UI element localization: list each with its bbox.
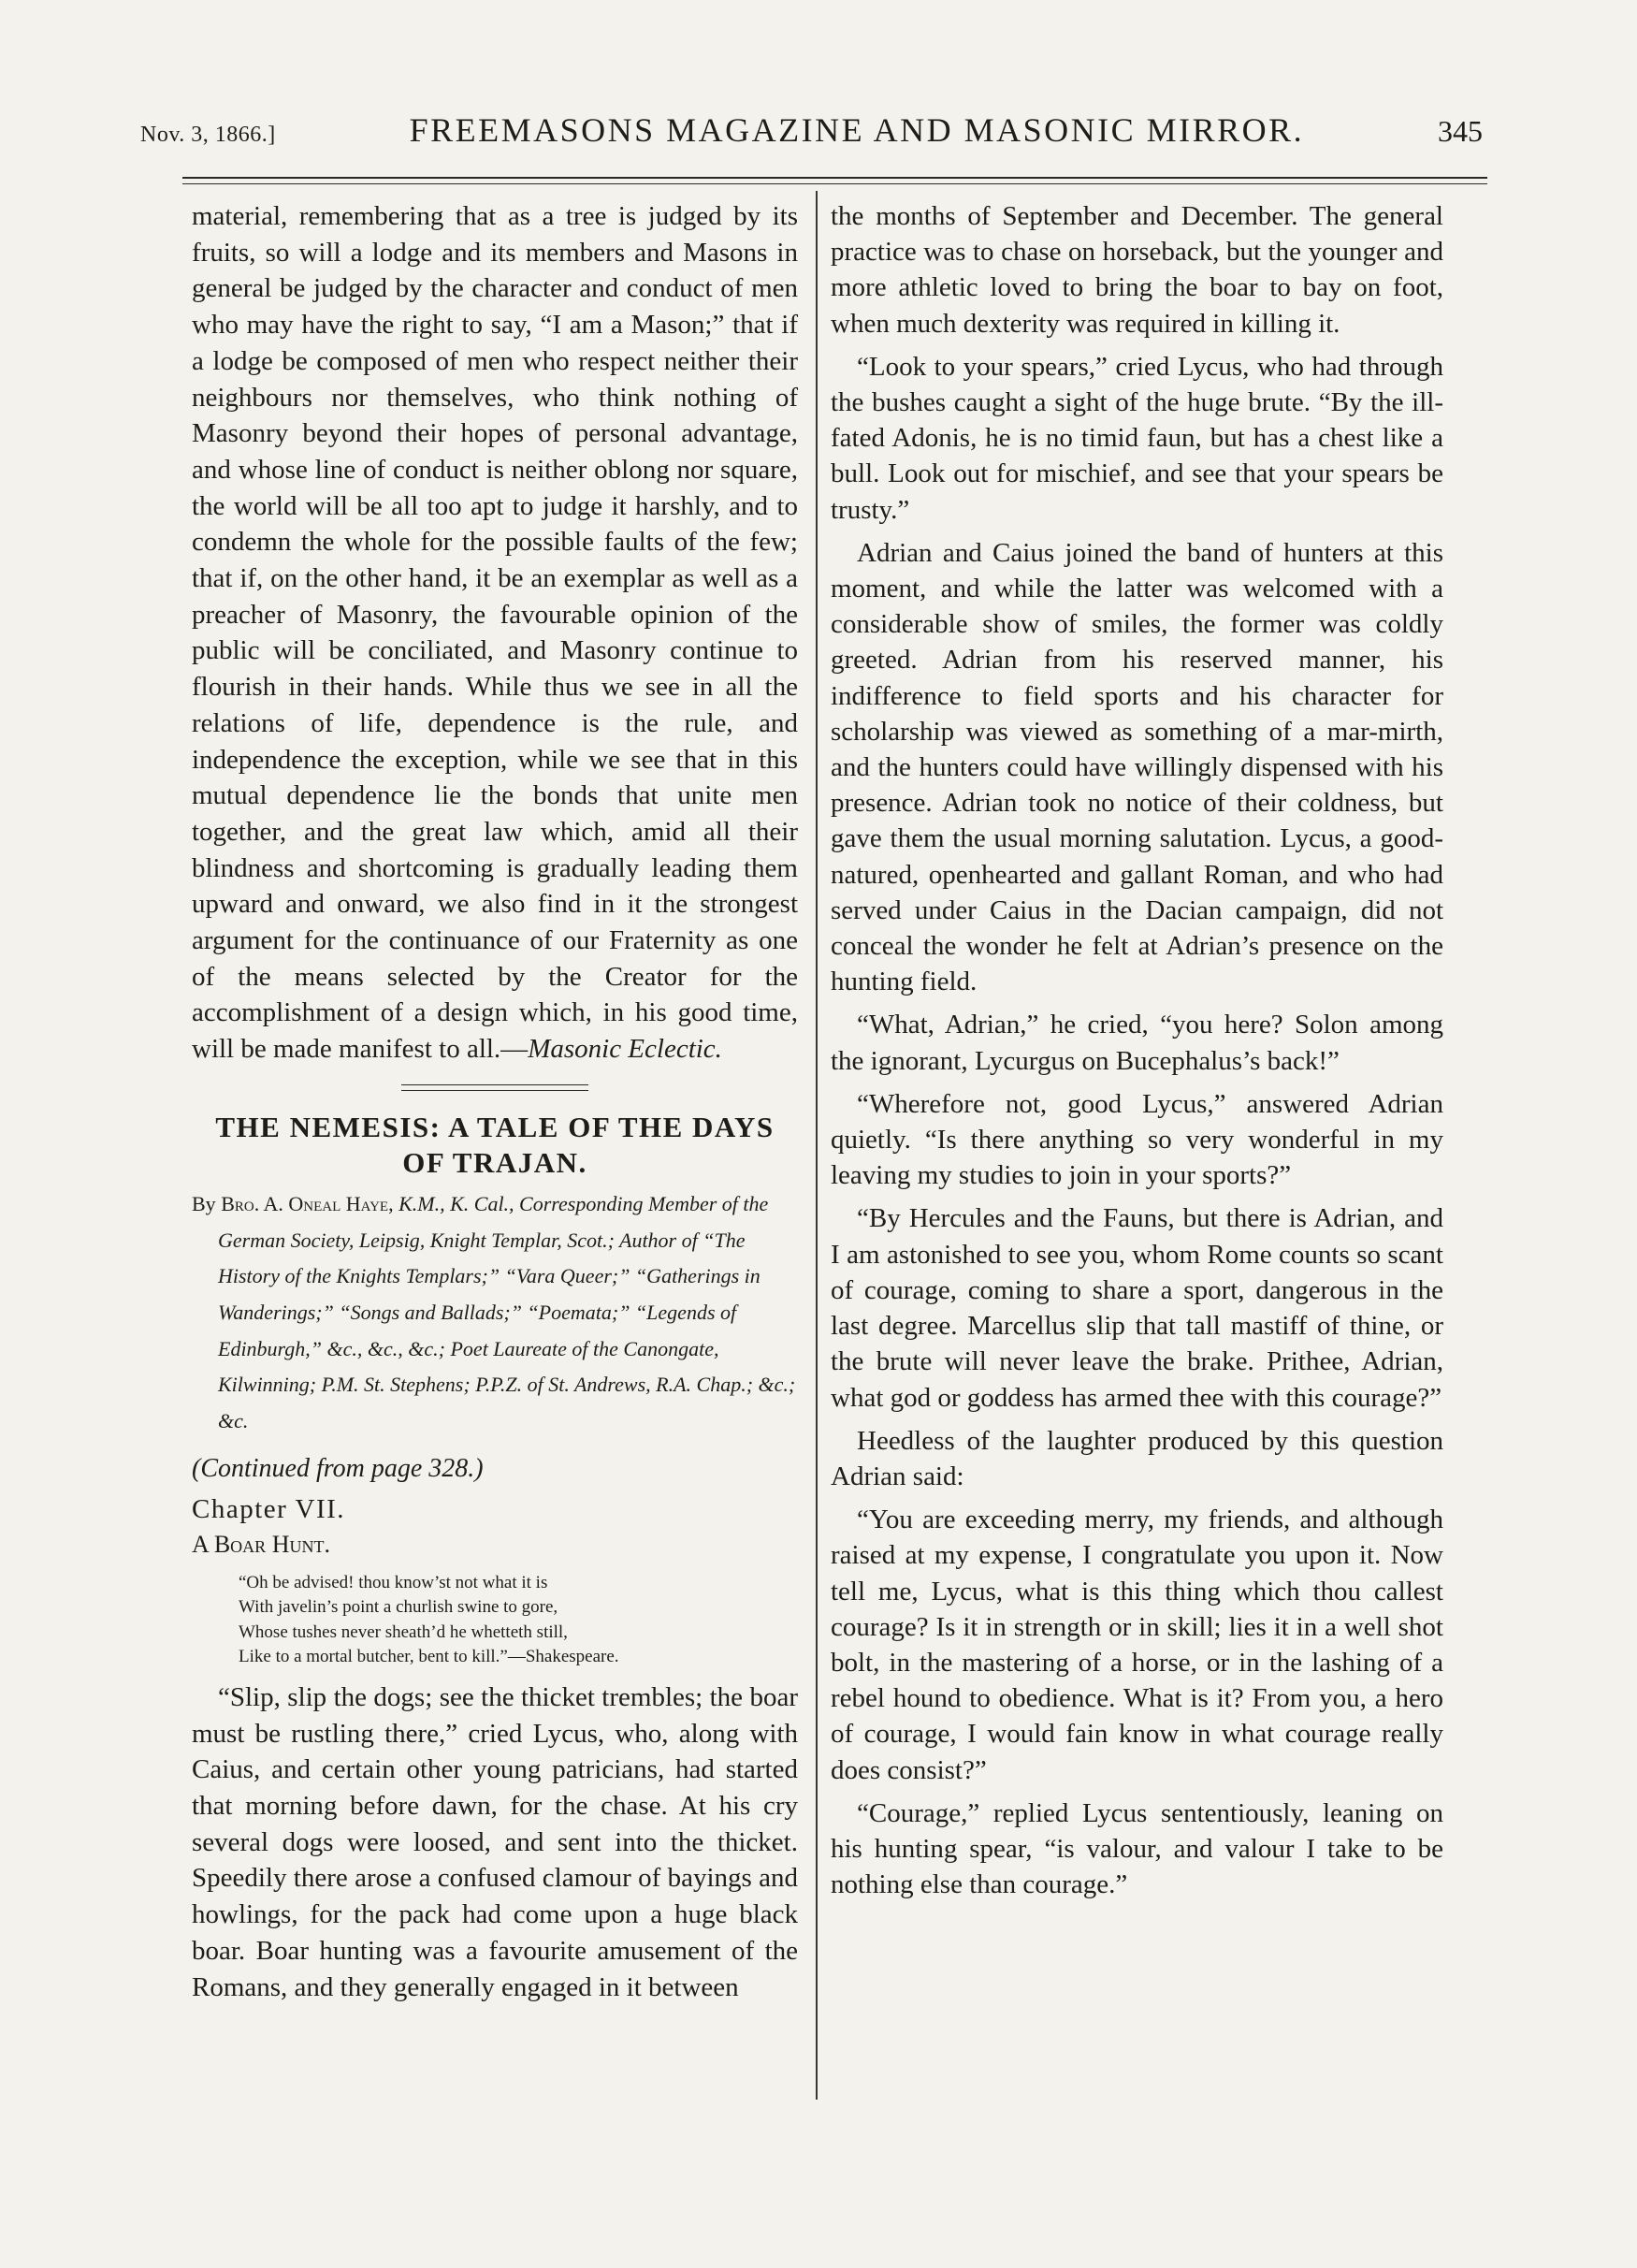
article-attribution: Masonic Eclectic. (528, 1034, 722, 1065)
story-paragraph: Adrian and Caius joined the band of hunters at this moment, and while the latter was welcomed with a considerable show of smiles, the former was coldly greeted. Adrian from his reserved manner, his indifference to field sports and his character for scholarship was viewed as something of a mar-mirth, and the hunters could have willingly dispensed with his presence. Adrian took no notice of their coldness, but gave them the usual morning salutation. Lycus, a good-natured, openhearted and gallant Roman, and who had served under Caius in the Dacian campaign, did not conceal the wonder he felt at Adrian’s presence on the hunting field. (831, 537, 1443, 997)
story-paragraph: “You are exceeding merry, my friends, and although raised at my expense, I congratulate you upon it. Now tell me, Lycus, what is this thing which thou callest courage? Is it in strength or in skill; lies it in a well shot bolt, in the mastering of a horse, or in the lashing of a rebel hound to obedience. What is it? From you, a hero of courage, I would fain know in what courage really does consist?” (831, 1505, 1443, 1785)
running-head (140, 110, 1483, 167)
continued-from: (Continued from page 328.) (192, 1453, 484, 1483)
story-paragraph: “Slip, slip the dogs; see the thicket trembles; the boar must be rustling there,” cried Lycus, who, along with Caius, and certain other young patricians, had started that morning before dawn, for the chase. At his cry several dogs were loosed, and sent into the thicket. Speedily there arose a confused clamour of bayings and howlings, for the pack had come upon a huge black boar. Boar hunting was a favourite amusement of the Romans, and they generally engaged in it between (192, 1681, 798, 2002)
page-number: 345 (1438, 114, 1483, 148)
story-paragraph: “What, Adrian,” he cried, “you here? Solon among the ignorant, Lycurgus on Bucephalus’s back!” (831, 1010, 1443, 1076)
article-continuation (192, 198, 798, 1068)
story-paragraph: “By Hercules and the Fauns, but there is Adrian, and I am astonished to see you, whom Rome counts so scant of courage, coming to share a sport, dangerous in the last degree. Marcellus slip that tall mastiff of thine, or the brute will never leave the brake. Prithee, Adrian, what god or goddess has armed thee with this courage?” (831, 1203, 1443, 1413)
epigraph-line: “Oh be advised! thou know’st not what it is (239, 1572, 548, 1592)
story-paragraph: “Look to your spears,” cried Lycus, who had through the bushes caught a sight of the huge brute. “By the ill-fated Adonis, he is no timid faun, but has a chest like a bull. Look out for mischief, and see that your spears be trusty.” (831, 351, 1443, 525)
column-divider (816, 191, 818, 2100)
issue-date: Nov. 3, 1866.] (140, 123, 276, 147)
epigraph-line: Like to a mortal butcher, bent to kill.”—Shakespeare. (239, 1647, 619, 1667)
header-rule (182, 177, 1487, 179)
left-column (192, 198, 798, 2013)
story-paragraph: “Wherefore not, good Lycus,” answered Adrian quietly. “Is there anything so very wonderful in my leaving my studies to join in your sports?” (831, 1088, 1443, 1191)
right-column (831, 198, 1443, 1910)
byline-prefix: By (192, 1191, 216, 1215)
epigraph-line: Whose tushes never sheath’d he whetteth still, (239, 1621, 568, 1642)
chapter-heading: Chapter VII. (192, 1493, 346, 1524)
author-name: Bro. A. Oneal Haye, (221, 1191, 394, 1215)
epigraph-line: With javelin’s point a churlish swine to gore, (239, 1597, 558, 1618)
chapter-subtitle: A Boar Hunt. (192, 1531, 330, 1559)
header-rule-thin (182, 183, 1487, 184)
story-paragraph: the months of September and December. The general practice was to chase on horseback, but the younger and more athletic loved to bring the boar to bay on foot, when much dexterity was required in killing it. (831, 201, 1443, 339)
author-credentials: K.M., K. Cal., Corresponding Member of the German Society, Leipsig, Knight Templar, Scot.; Author of “The History of the Knights Templars;” “Vara Queer;” “Gatherings in Wanderings;” “Songs and Ballads;” “Poemata;” “Legends of Edinburgh,” &c., &c., &c.; Poet Laureate of the Canongate, Kilwinning; P.M. St. Stephens; P.P.Z. of St. Andrews, R.A. Chap.; &c.; &c. (218, 1191, 796, 1433)
magazine-title: FREEMASONS MAGAZINE AND MASONIC MIRROR. (409, 111, 1305, 149)
tale-title: THE NEMESIS: A TALE OF THE DAYS OF TRAJAN. (215, 1110, 775, 1179)
continuation-text: material, remembering that as a tree is judged by its fruits, so will a lodge and its members and Masons in general be judged by the character and conduct of men who may have the right to say, “I am a Mason;” that if a lodge be composed of men who respect neither their neighbours nor themselves, who think nothing of Masonry beyond their hopes of personal advantage, and whose line of conduct is neither oblong nor square, the world will be all too apt to judge it harshly, and to condemn the whole for the possible faults of the few; that if, on the other hand, it be an exemplar as well as a preacher of Masonry, the favourable opinion of the public will be conciliated, and Masonry continue to flourish in their hands. While thus we see in all the relations of life, dependence is the rule, and independence the exception, while we see that in this mutual dependence lie the bonds that unite men together, and the great law which, amid all their blindness and shortcoming is gradually leading them upward and onward, we also find in it the strongest argument for the continuance of our Fraternity as one of the means selected by the Creator for the accomplishment of a design which, in his good time, will be made manifest to all.— (192, 201, 798, 1065)
epigraph (239, 1571, 798, 1670)
story-paragraph: Heedless of the laughter produced by this question Adrian said: (831, 1425, 1443, 1491)
section-separator (401, 1084, 588, 1091)
byline (192, 1186, 798, 1440)
story-paragraph: “Courage,” replied Lycus sententiously, leaning on his hunting spear, “is valour, and valour I take to be nothing else than courage.” (831, 1797, 1443, 1900)
